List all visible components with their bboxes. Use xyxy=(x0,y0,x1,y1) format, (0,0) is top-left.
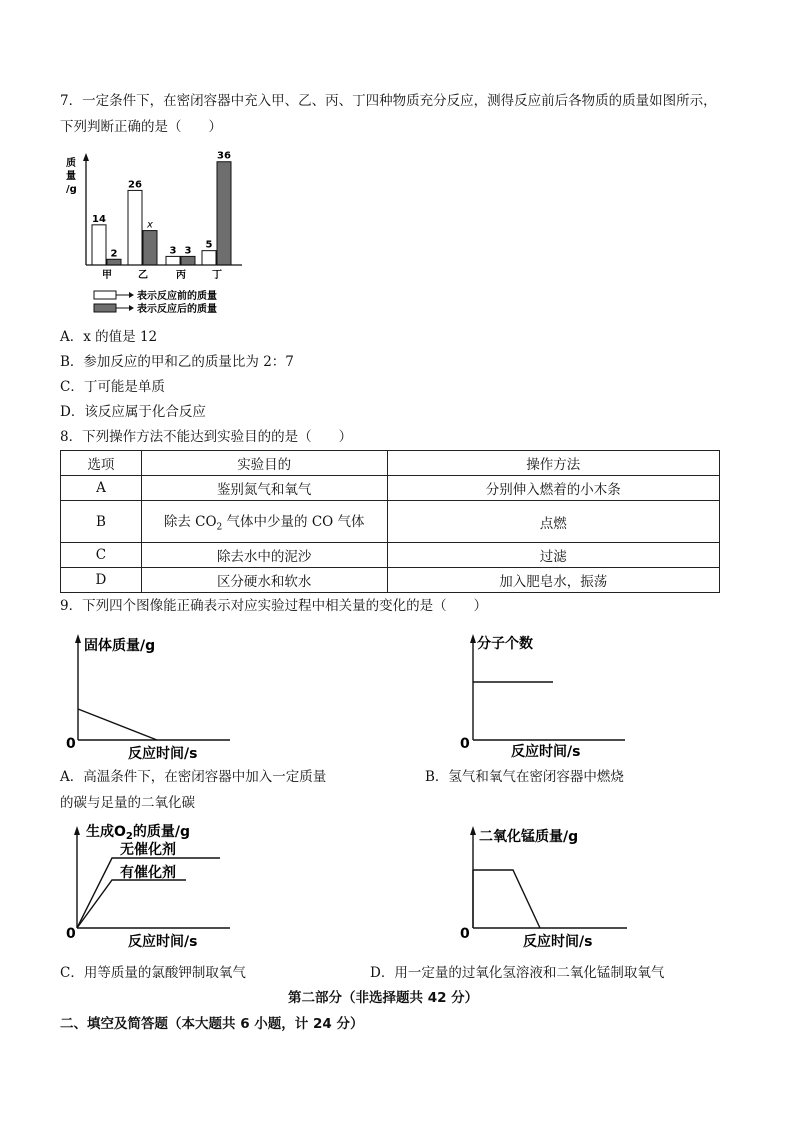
bar-label-after-1: x xyxy=(147,219,153,231)
row-a-option: A xyxy=(61,476,142,501)
row-c-option: C xyxy=(61,543,142,568)
q8-stem: 8．下列操作方法不能达到实验目的的是（ ） xyxy=(60,429,353,445)
graph-d-curve xyxy=(473,870,540,928)
chart-ylabel-2: 量 xyxy=(66,171,76,182)
bar-before-0 xyxy=(92,225,106,265)
section2-title: 二、填空及简答题（本大题共 6 小题，计 24 分） xyxy=(60,1016,364,1032)
chart-y-axis-arrow xyxy=(83,153,89,161)
bar-before-3 xyxy=(202,251,216,265)
chart-categories-group xyxy=(102,268,222,281)
bar-before-1 xyxy=(128,190,142,265)
q7-option-c: C．丁可能是单质 xyxy=(60,379,165,395)
chart-bars-group xyxy=(92,151,231,265)
q9-graph-b xyxy=(455,628,645,764)
legend-before-label: 表示反应前的质量 xyxy=(137,291,217,302)
graph-a-y-arrow xyxy=(75,634,81,643)
graph-c-y-arrow xyxy=(74,826,80,835)
q9-graph-a xyxy=(60,628,250,764)
row-c-goal: 除去水中的泥沙 xyxy=(141,543,387,568)
graph-c-label-catalyst: 有催化剂 xyxy=(120,865,176,881)
row-c-method: 过滤 xyxy=(387,543,720,568)
category-label-1: 乙 xyxy=(138,270,148,281)
graph-c-label-no-catalyst: 无催化剂 xyxy=(120,842,176,858)
graph-b-origin: 0 xyxy=(460,736,470,752)
graph-d-xlabel: 反应时间/s xyxy=(523,934,593,950)
graph-c-ylabel xyxy=(86,823,190,842)
row-d-option: D xyxy=(61,568,142,593)
header-goal: 实验目的 xyxy=(141,451,387,476)
row-b-method: 点燃 xyxy=(387,501,720,543)
legend-after-arrowhead xyxy=(129,305,134,311)
q7-option-b: B．参加反应的甲和乙的质量比为 2：7 xyxy=(60,354,294,370)
table-row xyxy=(61,476,720,501)
bar-label-before-2: 3 xyxy=(169,245,177,257)
legend-after-label: 表示反应后的质量 xyxy=(137,304,217,315)
bar-label-after-3: 36 xyxy=(217,150,231,162)
chart-ylabel-3: /g xyxy=(66,184,77,195)
graph-c-ylabel-pre: 生成O xyxy=(86,824,126,840)
graph-a-ylabel: 固体质量/g xyxy=(84,638,156,654)
table-row xyxy=(61,568,720,593)
category-label-3: 丁 xyxy=(212,270,222,281)
graph-d-origin: 0 xyxy=(460,926,470,942)
table-row xyxy=(61,543,720,568)
bar-after-1 xyxy=(143,231,157,265)
q9-option-c: C．用等质量的氯酸钾制取氧气 xyxy=(60,965,246,981)
q7-stem-line1: 7．一定条件下，在密闭容器中充入甲、乙、丙、丁四种物质充分反应，测得反应前后各物质的质量如图所示， xyxy=(60,93,717,109)
row-b-goal-post: 气体中少量的 CO 气体 xyxy=(222,514,365,531)
bar-label-after-2: 3 xyxy=(184,245,192,257)
graph-a-curve xyxy=(78,709,157,740)
row-b-option: B xyxy=(61,501,142,543)
bar-after-2 xyxy=(181,256,195,265)
row-a-goal: 鉴别氮气和氧气 xyxy=(141,476,387,501)
q9-stem: 9．下列四个图像能正确表示对应实验过程中相关量的变化的是（ ） xyxy=(60,598,488,614)
graph-a-xlabel: 反应时间/s xyxy=(128,746,198,762)
table-row xyxy=(61,501,720,543)
q9-option-a-line1: A．高温条件下，在密闭容器中加入一定质量 xyxy=(60,769,327,785)
q9-graph-d xyxy=(455,818,655,954)
header-method: 操作方法 xyxy=(387,451,720,476)
graph-a-origin: 0 xyxy=(66,736,76,752)
graph-c-origin: 0 xyxy=(66,926,76,942)
graph-d-ylabel: 二氧化锰质量/g xyxy=(479,829,579,845)
q9-option-a-line2: 的碳与足量的二氧化碳 xyxy=(60,795,195,811)
bar-label-after-0: 2 xyxy=(110,248,118,260)
legend-before-arrowhead xyxy=(129,292,134,298)
row-b-goal-pre: 除去 CO xyxy=(163,514,217,531)
legend-after-swatch xyxy=(94,304,116,312)
row-d-method: 加入肥皂水，振荡 xyxy=(387,568,720,593)
q7-option-d: D．该反应属于化合反应 xyxy=(60,404,206,420)
q9-option-b: B．氢气和氧气在密闭容器中燃烧 xyxy=(425,769,624,785)
q9-option-d: D．用一定量的过氧化氢溶液和二氧化锰制取氧气 xyxy=(370,965,665,981)
q7-bar-chart xyxy=(62,142,252,320)
graph-b-xlabel: 反应时间/s xyxy=(511,744,581,760)
q9-graph-c xyxy=(60,818,250,954)
bar-before-2 xyxy=(166,256,180,265)
category-label-0: 甲 xyxy=(102,270,112,281)
part2-title: 第二部分（非选择题共 42 分） xyxy=(288,990,479,1006)
bar-after-0 xyxy=(107,259,121,265)
header-option: 选项 xyxy=(61,451,142,476)
bar-label-before-0: 14 xyxy=(92,213,106,225)
legend-before-swatch xyxy=(94,291,116,299)
bar-label-before-3: 5 xyxy=(205,239,213,251)
q7-stem-line2: 下列判断正确的是（ ） xyxy=(60,119,222,135)
category-label-2: 丙 xyxy=(176,270,186,281)
row-a-method: 分别伸入燃着的小木条 xyxy=(387,476,720,501)
chart-ylabel-1: 质 xyxy=(66,158,76,169)
table-header-row xyxy=(61,451,720,476)
graph-c-ylabel-post: 的质量/g xyxy=(132,824,191,840)
bar-label-before-1: 26 xyxy=(128,179,142,191)
graph-c-ylabel-sub: 2 xyxy=(125,831,133,842)
graph-d-y-arrow xyxy=(470,826,476,835)
bar-after-3 xyxy=(217,162,231,265)
graph-b-ylabel: 分子个数 xyxy=(477,636,533,652)
graph-b-y-arrow xyxy=(470,634,476,643)
row-b-goal xyxy=(141,501,387,543)
graph-c-curve-catalyst xyxy=(77,880,186,928)
q7-option-a: A．x 的值是 12 xyxy=(60,329,158,345)
graph-c-xlabel: 反应时间/s xyxy=(128,934,198,950)
q8-table xyxy=(60,450,720,593)
row-b-goal-sub: 2 xyxy=(216,522,223,533)
row-d-goal: 区分硬水和软水 xyxy=(141,568,387,593)
